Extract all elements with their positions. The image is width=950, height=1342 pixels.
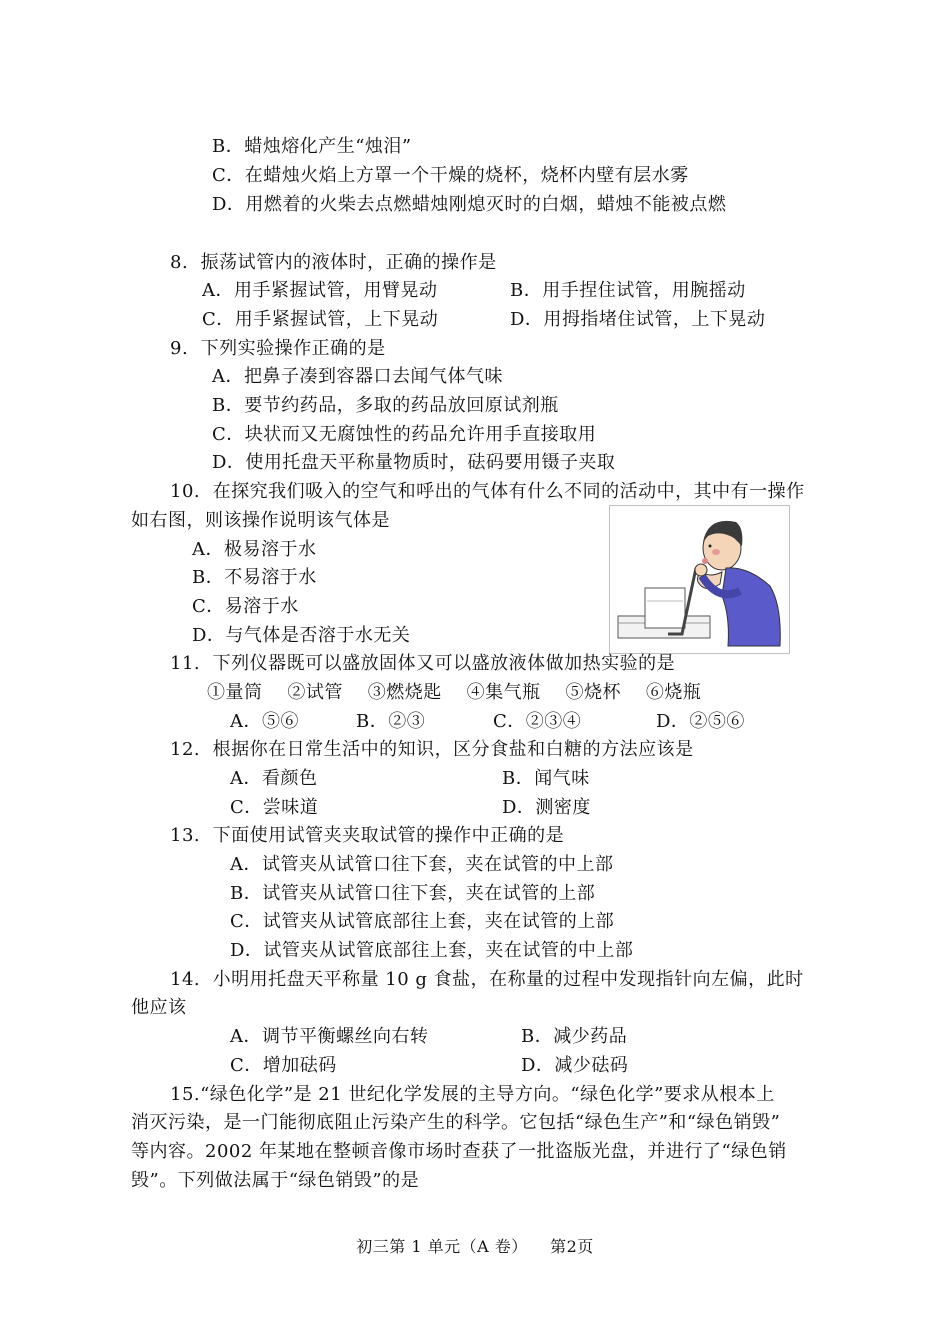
q12-option-a: A．看颜色 [230,768,318,789]
q10-option-a: A．极易溶于水 [192,539,317,560]
q8-option-c: C．用手紧握试管，上下晃动 [202,309,439,330]
q15-line1: 15.“绿色化学”是 21 世纪化学发展的主导方向。“绿色化学”要求从根本上 [170,1084,775,1105]
q9-option-a: A．把鼻子凑到容器口去闻气体气味 [212,366,503,387]
q8-stem: 8. 振荡试管内的液体时，正确的操作是 [170,252,497,273]
q13-option-a: A．试管夹从试管口往下套，夹在试管的中上部 [230,854,614,875]
gas-collection-illustration [609,505,790,654]
q13-option-c: C．试管夹从试管底部往上套，夹在试管的上部 [230,911,615,932]
q7-option-c: C．在蜡烛火焰上方罩一个干燥的烧杯，烧杯内壁有层水雾 [212,165,689,186]
q11-option-b: B．②③ [356,711,426,732]
q11-option-a: A．⑤⑥ [230,711,299,732]
q15-line2: 消灭污染，是一门能彻底阻止污染产生的科学。它包括“绿色生产”和“绿色销毁” [131,1112,781,1133]
q12-option-d: D．测密度 [502,797,591,818]
q10-stem-line2: 如右图，则该操作说明该气体是 [131,510,390,531]
q13-stem: 13. 下面使用试管夹夹取试管的操作中正确的是 [170,825,565,846]
q14-stem-line1: 14. 小明用托盘天平称量 10 g 食盐，在称量的过程中发现指针向左偏，此时 [170,969,804,990]
q14-option-b: B．减少药品 [521,1026,628,1047]
q15-line4: 毁”。下列做法属于“绿色销毁”的是 [131,1170,420,1191]
q8-option-b: B．用手捏住试管，用腕摇动 [510,280,746,301]
q9-option-d: D．使用托盘天平称量物质时，砝码要用镊子夹取 [212,452,616,473]
page-footer: 初三第 1 单元（A 卷） 第2页 [356,1237,594,1256]
q9-option-b: B．要节约药品，多取的药品放回原试剂瓶 [212,395,559,416]
q11-stem: 11. 下列仪器既可以盛放固体又可以盛放液体做加热实验的是 [170,653,676,674]
q13-option-b: B．试管夹从试管口往下套，夹在试管的上部 [230,883,596,904]
q9-option-c: C．块状而又无腐蚀性的药品允许用手直接取用 [212,424,597,445]
person-blowing-tube-figure [610,506,789,653]
q7-option-d: D．用燃着的火柴去点燃蜡烛刚熄灭时的白烟，蜡烛不能被点燃 [212,194,727,215]
q13-option-d: D．试管夹从试管底部往上套，夹在试管的中上部 [230,940,634,961]
q8-option-a: A．用手紧握试管，用臂晃动 [202,280,438,301]
q14-option-a: A．调节平衡螺丝向右转 [230,1026,429,1047]
q11-option-c: C．②③④ [493,711,582,732]
q14-stem-line2: 他应该 [131,997,187,1018]
q14-option-c: C．增加砝码 [230,1055,337,1076]
q7-option-b: B．蜡烛熔化产生“烛泪” [212,136,412,157]
q9-stem: 9. 下列实验操作正确的是 [170,338,386,359]
q10-option-d: D．与气体是否溶于水无关 [192,625,411,646]
q10-option-c: C．易溶于水 [192,596,299,617]
q12-option-c: C．尝味道 [230,797,319,818]
q10-option-b: B．不易溶于水 [192,567,317,588]
q10-stem-line1: 10. 在探究我们吸入的空气和呼出的气体有什么不同的活动中，其中有一操作 [170,481,805,502]
q12-stem: 12. 根据你在日常生活中的知识，区分食盐和白糖的方法应该是 [170,739,694,760]
q11-option-d: D．②⑤⑥ [656,711,745,732]
q8-option-d: D．用拇指堵住试管，上下晃动 [510,309,766,330]
q12-option-b: B．闻气味 [502,768,590,789]
q11-items: ①量筒 ②试管 ③燃烧匙 ④集气瓶 ⑤烧杯 ⑥烧瓶 [207,682,702,703]
q15-line3: 等内容。2002 年某地在整顿音像市场时查获了一批盗版光盘，并进行了“绿色销 [131,1141,787,1162]
q14-option-d: D．减少砝码 [521,1055,629,1076]
